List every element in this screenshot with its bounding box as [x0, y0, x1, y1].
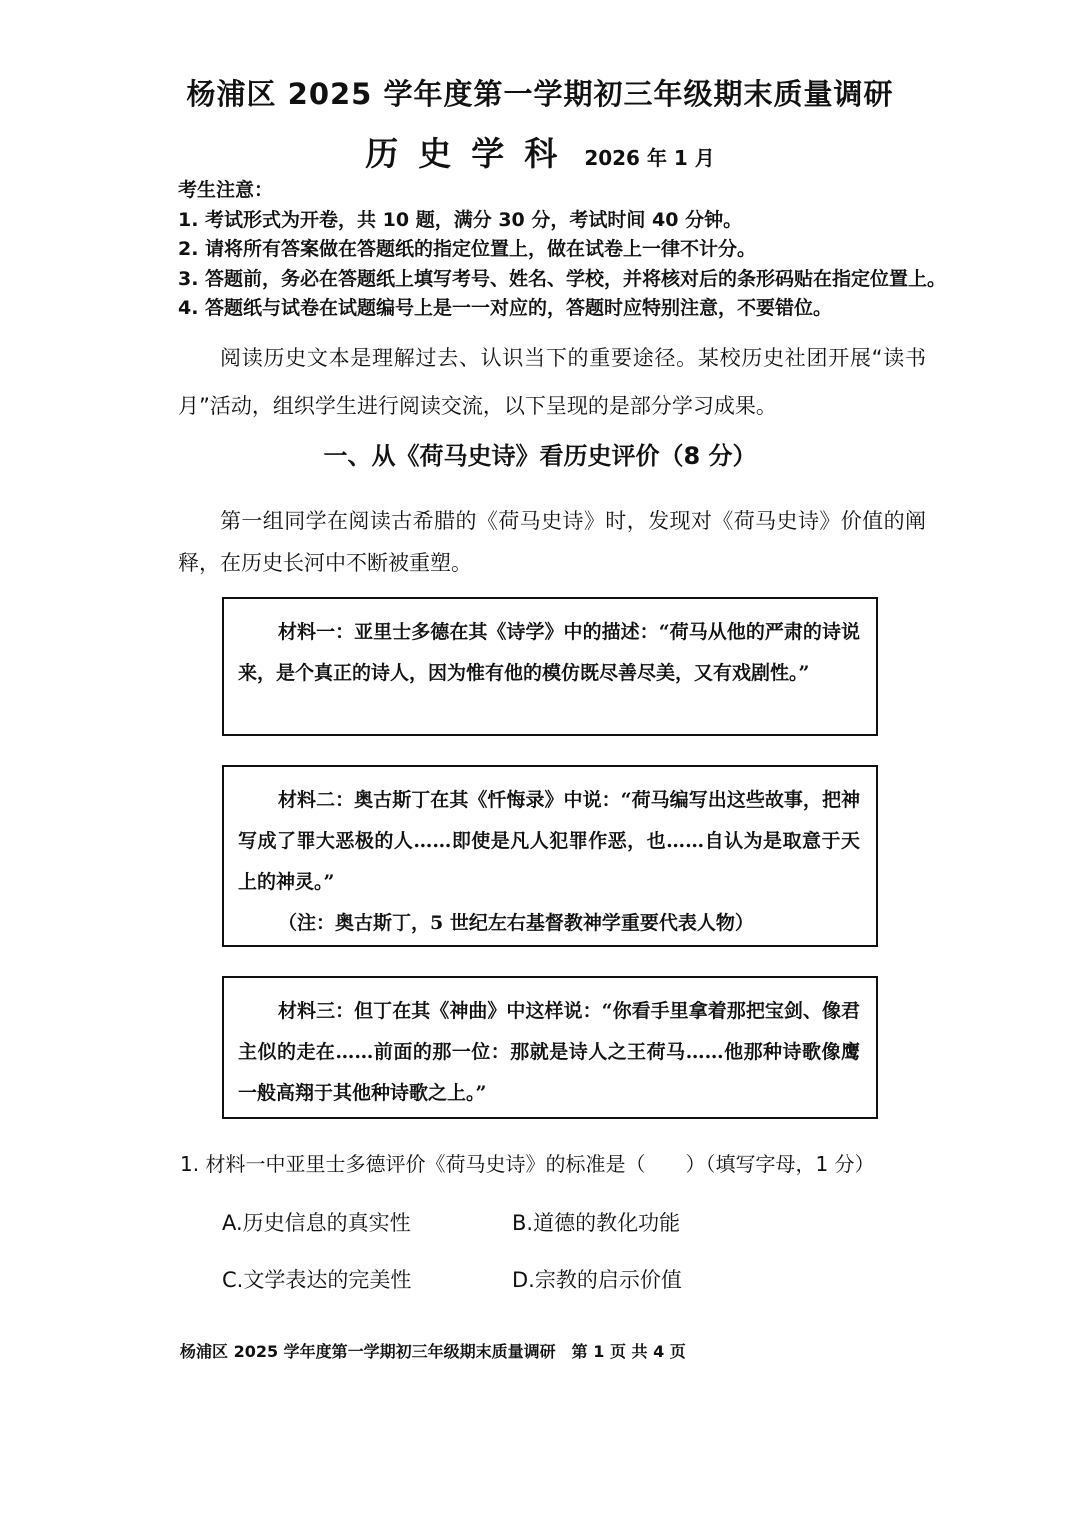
notice-item: 4. 答题纸与试卷在试题编号上是一一对应的，答题时应特别注意，不要错位。 [178, 297, 833, 319]
notice-item: 3. 答题前，务必在答题纸上填写考号、姓名、学校，并将核对后的条形码贴在指定位置上。 [178, 267, 947, 290]
material-box-1 [222, 597, 878, 736]
option-d: D.宗教的启示价值 [512, 1268, 682, 1292]
page-footer: 杨浦区 2025 学年度第一学期初三年级期末质量调研 第 1 页 共 4 页 [180, 1342, 686, 1361]
candidate-notice [178, 176, 947, 324]
notice-item: 1. 考试形式为开卷，共 10 题，满分 30 分，考试时间 40 分钟。 [178, 208, 743, 231]
notice-item: 2. 请将所有答案做在答题纸的指定位置上，做在试卷上一律不计分。 [178, 238, 757, 260]
subject-name: 历史学科 [365, 134, 578, 173]
option-b: B.道德的教化功能 [512, 1211, 681, 1235]
option-c: C.文学表达的完美性 [222, 1268, 412, 1292]
option-a: A.历史信息的真实性 [222, 1211, 411, 1235]
material-text: 材料一：亚里士多德在其《诗学》中的描述：“荷马从他的严肃的诗说来，是个真正的诗人，因为惟有他的模仿既尽善尽美，又有戏剧性。” [238, 621, 860, 684]
material-note: （注：奥古斯丁，5 世纪左右基督教神学重要代表人物） [278, 912, 754, 934]
notice-heading: 考生注意： [178, 179, 274, 201]
section-title: 一、从《荷马史诗》看历史评价（8 分） [323, 442, 757, 470]
section-intro: 第一组同学在阅读古希腊的《荷马史诗》时，发现对《荷马史诗》价值的阐释，在历史长河中不断被重塑。 [178, 509, 926, 575]
material-text: 材料二：奥古斯丁在其《忏悔录》中说：“荷马编写出这些故事，把神写成了罪大恶极的人……即使是凡人犯罪作恶，也……自认为是取意于天上的神灵。” [238, 789, 860, 893]
material-box-3 [222, 976, 878, 1119]
material-box-2 [222, 765, 878, 947]
question-1-stem: 1. 材料一中亚里士多德评价《荷马史诗》的标准是（ ）（填写字母，1 分） [180, 1152, 875, 1176]
exam-title: 杨浦区 2025 学年度第一学期初三年级期末质量调研 [186, 77, 894, 111]
material-text: 材料三：但丁在其《神曲》中这样说：“你看手里拿着那把宝剑、像君主似的走在……前面的那一位：那就是诗人之王荷马……他那种诗歌像鹰一般高翔于其他种诗歌之上。” [238, 1000, 860, 1104]
reading-intro: 阅读历史文本是理解过去、认识当下的重要途径。某校历史社团开展“读书月”活动，组织学生进行阅读交流，以下呈现的是部分学习成果。 [178, 346, 926, 418]
subject-line [0, 128, 1080, 175]
exam-date: 2026 年 1 月 [584, 146, 715, 170]
